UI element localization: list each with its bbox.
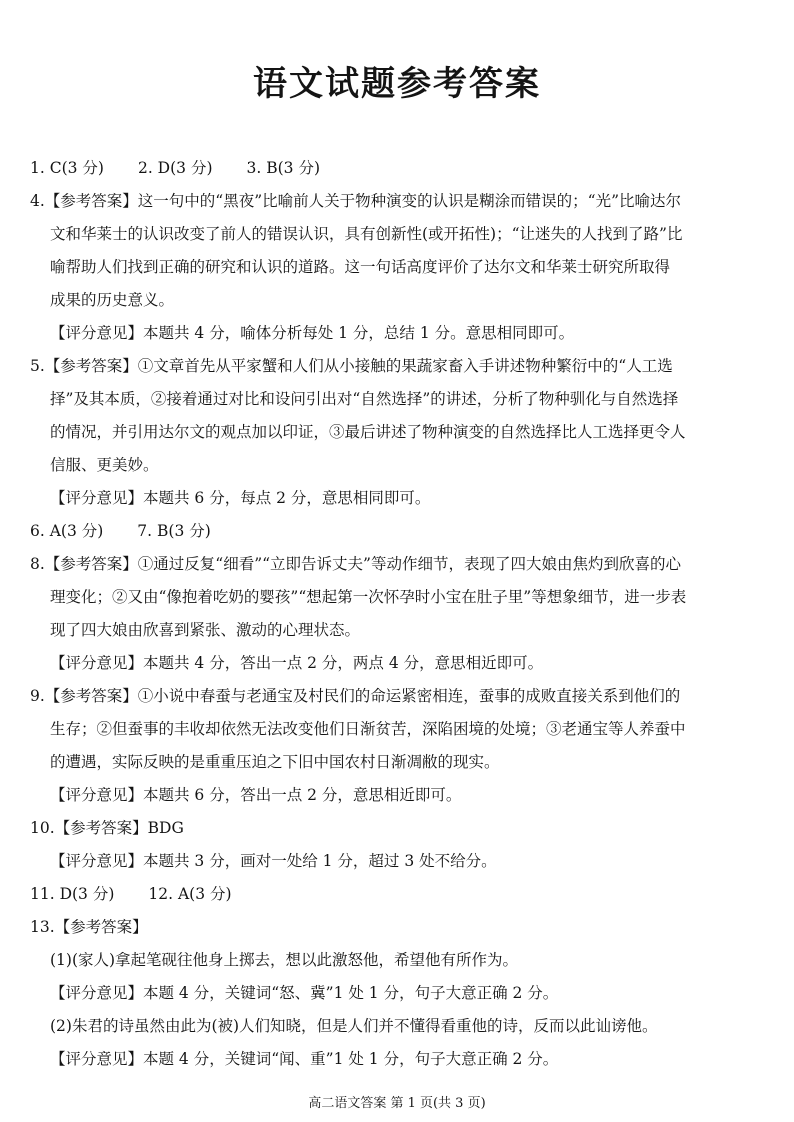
q9-scoring: 【评分意见】本题共 6 分，答出一点 2 分，意思相近即可。 (50, 786, 462, 804)
q13-part2: (2)朱君的诗虽然由此为(被)人们知晓，但是人们并不懂得看重他的诗，反而以此讪谤他。 (50, 1017, 658, 1035)
q9-answer-line: 9.【参考答案】①小说中春蚕与老通宝及村民们的命运紧密相连，蚕事的成败直接关系到他们的 (30, 687, 681, 705)
answers-1-3 (30, 152, 770, 185)
answer-body (30, 152, 770, 1076)
q4-scoring: 【评分意见】本题共 4 分，喻体分析每处 1 分，总结 1 分。意思相同即可。 (50, 324, 575, 342)
q13-scoring1: 【评分意见】本题 4 分，关键词“怒、冀”1 处 1 分，句子大意正确 2 分。 (50, 984, 559, 1002)
q8-answer-line: 理变化；②又由“像抱着吃奶的婴孩”“想起第一次怀孕时小宝在肚子里”等想象细节，进一步表 (50, 588, 687, 606)
q8-scoring: 【评分意见】本题共 4 分，答出一点 2 分，两点 4 分，意思相近即可。 (50, 654, 544, 672)
q8-answer-line: 现了四大娘由欣喜到紧张、激动的心理状态。 (50, 621, 361, 639)
q5-answer-line: 信服、更美妙。 (50, 456, 159, 474)
q4-answer-line: 成果的历史意义。 (50, 291, 175, 309)
q5-answer-line: 的情况，并引用达尔文的观点加以印证，③最后讲述了物种演变的自然选择比人工选择更令人 (50, 423, 686, 441)
answer-q2: 2. D(3 分) (137, 159, 213, 177)
q4-answer-line: 文和华莱士的认识改变了前人的错误认识，具有创新性(或开拓性)；“让迷失的人找到了路”比 (50, 225, 683, 243)
answer-q11: 11. D(3 分) (30, 885, 115, 903)
q8-answer-line: 8.【参考答案】①通过反复“细看”“立即告诉丈夫”等动作细节，表现了四大娘由焦灼到欣喜的心 (30, 555, 681, 573)
q13-part1: (1)(家人)拿起笔砚往他身上掷去，想以此激怒他，希望他有所作为。 (50, 951, 519, 969)
answer-q7: 7. B(3 分) (137, 522, 211, 540)
q13-header: 13.【参考答案】 (30, 918, 148, 936)
answer-q3: 3. B(3 分) (246, 159, 320, 177)
q5-scoring: 【评分意见】本题共 6 分，每点 2 分，意思相同即可。 (50, 489, 431, 507)
q4-answer-line: 喻帮助人们找到正确的研究和认识的道路。这一句话高度评价了达尔文和华莱士研究所取得 (50, 258, 671, 276)
answer-q1: 1. C(3 分) (30, 159, 104, 177)
q5-answer-line: 5.【参考答案】①文章首先从平家蟹和人们从小接触的果蔬家畜入手讲述物种繁衍中的“人工选 (30, 357, 673, 375)
q9-answer-line: 的遭遇，实际反映的是重重压迫之下旧中国农村日渐凋敝的现实。 (50, 753, 500, 771)
answers-6-7 (30, 515, 770, 548)
page-title: 语文试题参考答案 (253, 64, 541, 104)
q10-answer: 10.【参考答案】BDG (30, 819, 184, 837)
page-footer: 高二语文答案 第 1 页(共 3 页) (308, 1096, 486, 1111)
answers-11-12 (30, 878, 770, 911)
q10-scoring: 【评分意见】本题共 3 分，画对一处给 1 分，超过 3 处不给分。 (50, 852, 497, 870)
answer-q6: 6. A(3 分) (30, 522, 104, 540)
q4-answer-line: 4.【参考答案】这一句中的“黑夜”比喻前人关于物种演变的认识是糊涂而错误的；“光”比喻达尔 (30, 192, 681, 210)
answer-q12: 12. A(3 分) (148, 885, 232, 903)
q9-answer-line: 生存；②但蚕事的丰收却依然无法改变他们日渐贫苦，深陷困境的处境；③老通宝等人养蚕中 (50, 720, 686, 738)
q13-scoring2: 【评分意见】本题 4 分，关键词“闻、重”1 处 1 分，句子大意正确 2 分。 (50, 1050, 559, 1068)
q5-answer-line: 择”及其本质，②接着通过对比和设问引出对“自然选择”的讲述，分析了物种驯化与自然选择 (50, 390, 679, 408)
